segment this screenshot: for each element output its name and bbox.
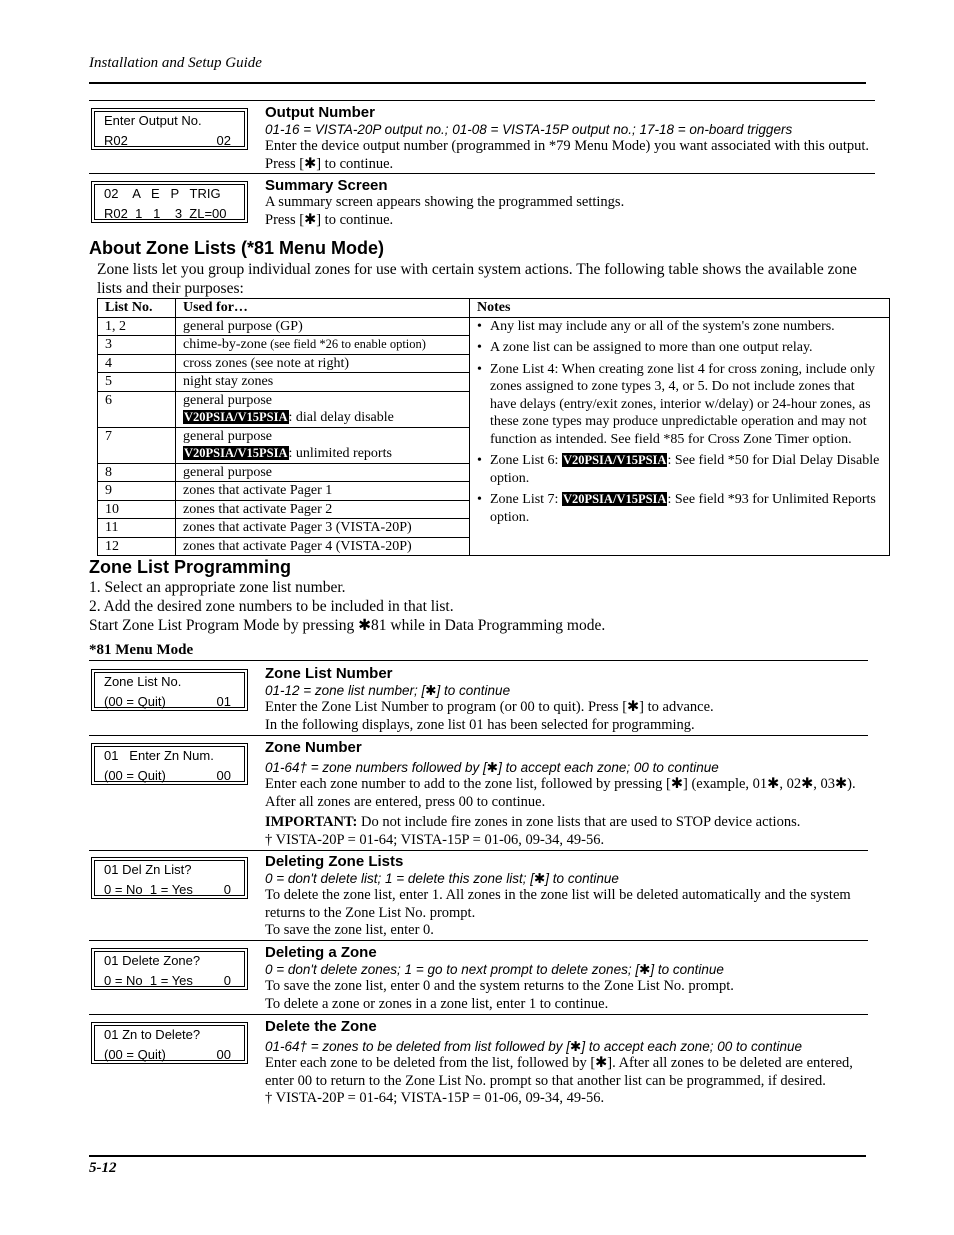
lcd-display (91, 108, 248, 150)
lcd-line-2: 0 = No 1 = Yes 0 (104, 973, 231, 988)
model-tag: V20PSIA/V15PSIA (184, 410, 288, 424)
entry-title: Deleting a Zone (265, 944, 377, 961)
used-for-cell: night stay zones (176, 373, 470, 392)
menu-mode-label: *81 Menu Mode (89, 642, 194, 658)
entry-body-line: To delete the zone list, enter 1. All zones in the zone list will be deleted automatically and the system returns to the Zone List No. prompt. (265, 887, 851, 921)
footnote: † VISTA-20P = 01-64; VISTA-15P = 01-06, 09-34, 49-56. (265, 831, 605, 848)
entry-range: 01-12 = zone list number; [✱] to continue (265, 683, 511, 698)
used-for-cell: zones that activate Pager 2 (176, 500, 470, 519)
entry-zone-list-number (265, 665, 870, 734)
footer-rule (89, 1155, 866, 1157)
entry-deleting-zone-lists (265, 853, 870, 940)
entry-title: Summary Screen (265, 177, 388, 194)
entry-body-line: In the following displays, zone list 01 has been selected for programming. (265, 716, 695, 733)
column-header: List No. (98, 299, 176, 318)
lcd-display (91, 948, 248, 990)
entry-body: Enter the device output number (programmed in *79 Menu Mode) you want associated with this output. Press [✱] to continue. (265, 138, 870, 172)
entry-summary-screen (265, 177, 870, 229)
note-item: • Zone List 7: V20PSIA/V15PSIA: See field *93 for Unlimited Reports option. (477, 491, 882, 526)
lcd-line-1: 01 Del Zn List? (104, 862, 192, 877)
entry-title: Deleting Zone Lists (265, 853, 404, 870)
list-no-cell: 4 (98, 354, 176, 373)
entry-body-line: Enter the Zone List Number to program (or 00 to quit). Press [✱] to advance. (265, 699, 714, 715)
entry-range: 0 = don't delete list; 1 = delete this zone list; [✱] to continue (265, 871, 619, 886)
entry-body-line: Enter each zone number to add to the zone list, followed by pressing [✱] (example, 01✱, 02✱, 03✱). After all zones are entered, press 00 to continue. (265, 776, 856, 810)
lcd-line-2: R02 1 1 3 ZL=00 (104, 206, 227, 221)
running-header: Installation and Setup Guide (89, 55, 262, 71)
lcd-line-1: 01 Delete Zone? (104, 953, 201, 968)
model-tag: V20PSIA/V15PSIA (562, 453, 667, 467)
entry-body-line: Press [✱] to continue. (265, 211, 394, 228)
entry-title: Zone List Number (265, 665, 393, 682)
list-no-cell: 3 (98, 336, 176, 355)
important-note: IMPORTANT: Do not include fire zones in zone lists that are used to STOP device actions. (265, 814, 801, 830)
table-header-row (98, 299, 890, 318)
entry-body-line: To save the zone list, enter 0. (265, 922, 434, 938)
table-row (98, 317, 890, 336)
step-2: 2. Add the desired zone numbers to be included in that list. (89, 598, 454, 615)
used-for-cell: chime-by-zone (see field *26 to enable option) (176, 336, 470, 355)
entry-deleting-a-zone (265, 944, 870, 1013)
entry-range: 0 = don't delete zones; 1 = go to next prompt to delete zones; [✱] to continue (265, 962, 724, 977)
list-no-cell: 11 (98, 519, 176, 538)
entry-title: Delete the Zone (265, 1018, 377, 1035)
list-no-cell: 8 (98, 463, 176, 482)
lcd-line-2: (00 = Quit) 00 (104, 768, 231, 783)
footnote: † VISTA-20P = 01-64; VISTA-15P = 01-06, 09-34, 49-56. (265, 1090, 605, 1106)
lcd-display (91, 1022, 248, 1064)
lcd-line-1: 01 Enter Zn Num. (104, 748, 214, 763)
lcd-line-1: Zone List No. (104, 674, 182, 689)
lcd-line-2: R02 02 (104, 133, 231, 148)
entry-delete-the-zone (265, 1018, 870, 1108)
used-for-cell: cross zones (see note at right) (176, 354, 470, 373)
lcd-line-1: 01 Zn to Delete? (104, 1027, 201, 1042)
model-tag: V20PSIA/V15PSIA (562, 492, 667, 506)
lcd-display (91, 743, 248, 785)
used-for-cell: zones that activate Pager 1 (176, 482, 470, 501)
lcd-line-1: Enter Output No. (104, 113, 202, 128)
list-no-cell: 5 (98, 373, 176, 392)
lcd-line-2: (00 = Quit) 00 (104, 1047, 231, 1062)
entry-body-line: To delete a zone or zones in a zone list, enter 1 to continue. (265, 995, 609, 1012)
lcd-line-2: (00 = Quit) 01 (104, 694, 231, 709)
used-for-cell: zones that activate Pager 3 (VISTA-20P) (176, 519, 470, 538)
entry-body-line: To save the zone list, enter 0 and the system returns to the Zone List No. prompt. (265, 978, 734, 994)
divider (89, 1014, 868, 1015)
note-item: • Zone List 6: V20PSIA/V15PSIA: See field *50 for Dial Delay Disable option. (477, 452, 882, 487)
step-1: 1. Select an appropriate zone list number. (89, 579, 346, 596)
lcd-display (91, 181, 248, 223)
section-heading-about-zone-lists: About Zone Lists (*81 Menu Mode) (89, 238, 384, 258)
lcd-line-2: 0 = No 1 = Yes 0 (104, 882, 231, 897)
divider (89, 735, 868, 736)
entry-zone-number (265, 739, 870, 849)
entry-range: 01-64† = zones to be deleted from list followed by [✱] to accept each zone; 00 to continue (265, 1039, 803, 1054)
start-instructions: Start Zone List Program Mode by pressing ✱81 while in Data Programming mode. (89, 617, 606, 634)
used-for-cell: zones that activate Pager 4 (VISTA-20P) (176, 537, 470, 556)
entry-output-number (265, 104, 870, 173)
page-number: 5-12 (89, 1160, 117, 1176)
zone-list-table (97, 298, 890, 556)
divider (89, 850, 868, 851)
list-no-cell: 12 (98, 537, 176, 556)
entry-range: 01-64† = zone numbers followed by [✱] to accept each zone; 00 to continue (265, 760, 719, 775)
model-tag: V20PSIA/V15PSIA (184, 446, 288, 460)
used-for-cell: general purpose (GP) (176, 317, 470, 336)
entry-range: 01-16 = VISTA-20P output no.; 01-08 = VISTA-15P output no.; 17-18 = on-board triggers (265, 122, 793, 137)
lcd-line-1: 02 A E P TRIG (104, 186, 221, 201)
list-no-cell: 1, 2 (98, 317, 176, 336)
entry-body-line: A summary screen appears showing the programmed settings. (265, 194, 625, 210)
header-rule (89, 82, 866, 84)
entry-title: Output Number (265, 104, 375, 121)
list-no-cell: 10 (98, 500, 176, 519)
column-header: Notes (470, 299, 890, 318)
note-item: • A zone list can be assigned to more than one output relay. (477, 339, 882, 357)
lcd-display (91, 857, 248, 899)
list-no-cell: 6 (98, 391, 176, 427)
used-for-cell: general purpose (176, 463, 470, 482)
entry-title: Zone Number (265, 739, 362, 756)
notes-cell (470, 317, 890, 556)
intro-paragraph: Zone lists let you group individual zones for use with certain system actions. The following table shows the available zone lists and their purposes: (97, 261, 857, 297)
divider (89, 100, 875, 101)
divider (89, 173, 875, 174)
divider (89, 940, 868, 941)
list-no-cell: 9 (98, 482, 176, 501)
column-header: Used for… (176, 299, 470, 318)
entry-body-line: Enter each zone to be deleted from the list, followed by [✱]. After all zones to be deleted are entered, enter 00 to return to the Zone List No. prompt so that another list can be programmed, if desired. (265, 1055, 853, 1089)
used-for-cell: general purpose V20PSIA/V15PSIA: dial delay disable (176, 391, 470, 427)
list-no-cell: 7 (98, 427, 176, 463)
note-item: • Any list may include any or all of the system's zone numbers. (477, 318, 882, 336)
note-item: • Zone List 4: When creating zone list 4 for cross zoning, include only zones assigned to zone types 3, 4, or 5. Do not include zones that have delays (entry/exit zones, interior w/delay) or 24-hour zones, as these zone types may produce unpredictable operation and may not function as intended. See field *85 for Cross Zone Timer option. (477, 361, 882, 449)
used-for-cell: general purpose V20PSIA/V15PSIA: unlimited reports (176, 427, 470, 463)
divider (89, 660, 868, 661)
section-heading-zone-list-programming: Zone List Programming (89, 557, 292, 577)
lcd-display (91, 669, 248, 711)
